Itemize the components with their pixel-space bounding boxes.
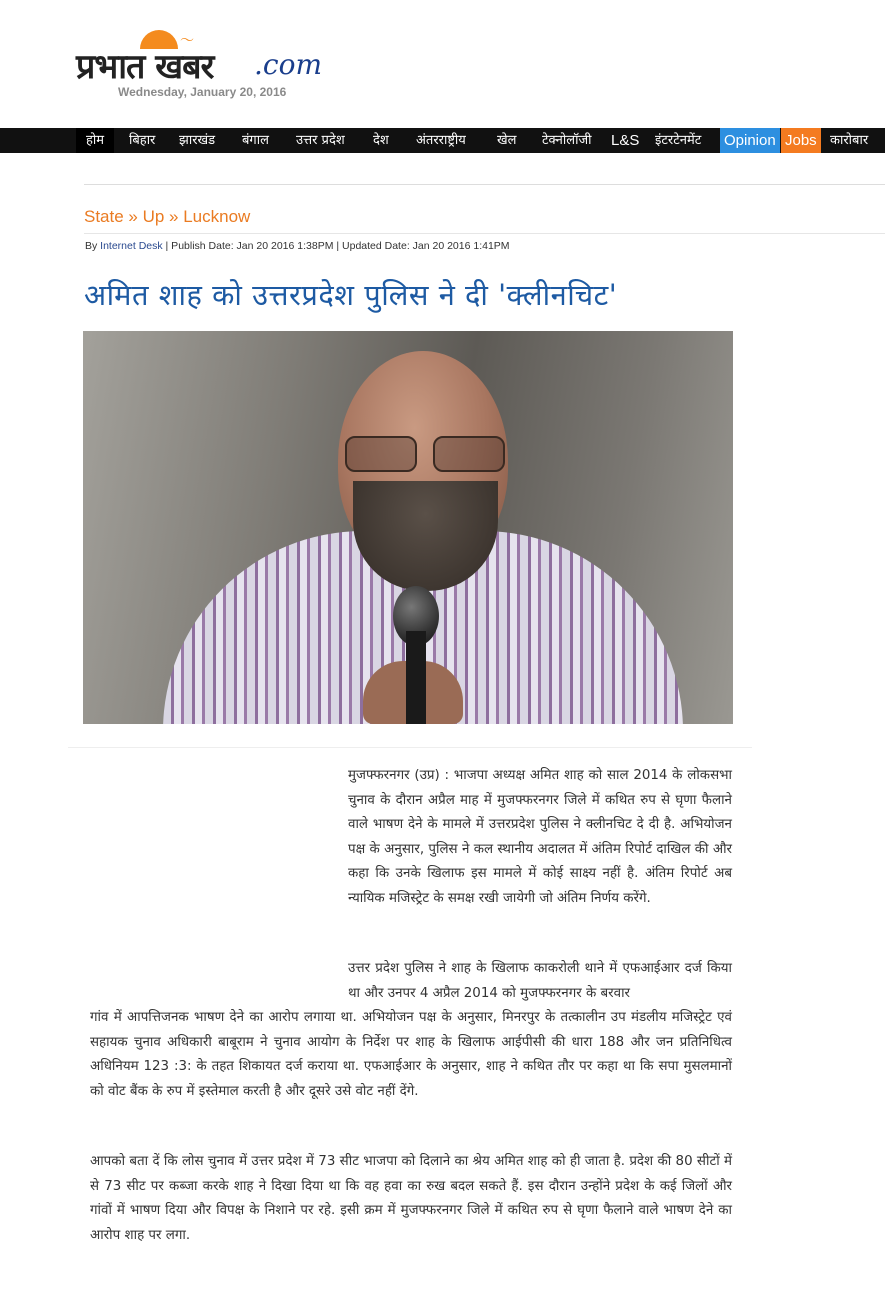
nav-ls[interactable]: L&S [611,132,640,149]
nav-bihar[interactable]: बिहार [129,133,156,148]
nav-opinion[interactable]: Opinion [720,128,780,153]
nav-home[interactable]: होम [76,128,114,153]
byline-author[interactable]: Internet Desk [100,240,163,252]
nav-technology[interactable]: टेक्नोलॉजी [542,133,592,148]
article-paragraph: गांव में आपत्तिजनक भाषण देने का आरोप लगाया था. अभियोजन पक्ष के अनुसार, मिनरपुर के तत्कालीन उप मंडलीय मजिस्ट्रेट एवं सहायक चुनाव अधिकारी बाबूराम ने चुनाव आयोग के निर्देश पर शाह के खिलाफ आईपीसी की धारा 188 और जन प्रतिनिधित्व अधिनियम 123 :3: के तहत शिकायत दर्ज कराया था. एफआईआर के अनुसार, शाह ने कथित तौर पर कहा था कि सपा मुसलमानों को वोट बैंक के रुप में इस्तेमाल करती है और दूसरे उसे वोट नहीं देंगे. [90,1010,732,1099]
nav-khel[interactable]: खेल [497,133,517,148]
breadcrumb[interactable]: State » Up » Lucknow [84,207,251,226]
article-byline [85,240,510,252]
nav-jharkhand[interactable]: झारखंड [179,133,216,148]
divider [84,233,885,234]
nav-entertainment[interactable]: इंटरटेनमेंट [655,133,702,148]
nav-karobar[interactable]: कारोबार [830,133,869,148]
nav-international[interactable]: अंतरराष्ट्रीय [416,133,466,148]
nav-jobs[interactable]: Jobs [781,128,821,153]
article-paragraph: उत्तर प्रदेश पुलिस ने शाह के खिलाफ काकरोली थाने में एफआईआर दर्ज किया था और उनपर 4 अप्रैल 2014 को मुजफ्फरनगर के बरवार [348,961,732,1001]
divider [68,747,752,748]
nav-bengal[interactable]: बंगाल [242,133,269,148]
main-nav [0,128,885,153]
article-photo [83,331,733,724]
article-paragraph: मुजफ्फरनगर (उप्र) : भाजपा अध्यक्ष अमित शाह को साल 2014 के लोकसभा चुनाव के दौरान अप्रैल माह में मुजफ्फरनगर जिले में कथित रुप से घृणा फैलाने वाले भाषण देने के मामले में उत्तरप्रदेश पुलिस ने क्लीनचिट दे दी है. अभियोजन पक्ष के अनुसार, पुलिस ने कल स्थानीय अदालत में अंतिम रिपोर्ट दाखिल की और कहा कि उनके खिलाफ इस मामले में कोई साक्ष्य नहीं है. अंतिम रिपोर्ट अब न्यायिक मजिस्ट्रेट के समक्ष रखी जायेगी जो अंतिम निर्णय करेंगे. [348,768,732,906]
article-headline: अमित शाह को उत्तरप्रदेश पुलिस ने दी 'क्लीनचिट' [84,278,618,312]
divider [84,184,885,185]
logo-domain: .com [254,48,322,81]
article-paragraph: आपको बता दें कि लोस चुनाव में उत्तर प्रदेश में 73 सीट भाजपा को दिलाने का श्रेय अमित शाह को ही जाता है. प्रदेश की 80 सीटों में से 73 सीट पर कब्जा करके शाह ने दिखा दिया था कि वह हवा का रुख बदल सकते हैं. इस दौरान उन्होंने प्रदेश के कई जिलों और गांवों में भाषण दिया और विपक्ष के निशाने पर रहे. इसी क्रम में मुजफ्फरनगर जिले में कथित रुप से घृणा फैलाने वाले भाषण देने का आरोप शाह पर लगा. [90,1154,732,1243]
byline-by: By [85,240,101,252]
bird-logo-icon: 〜 [180,32,194,48]
byline-dates: | Publish Date: Jan 20 2016 1:38PM | Updated Date: Jan 20 2016 1:41PM [162,240,510,252]
logo-text: प्रभात खबर [76,47,214,87]
nav-desh[interactable]: देश [373,133,389,148]
current-date: Wednesday, January 20, 2016 [118,85,287,99]
nav-up[interactable]: उत्तर प्रदेश [296,133,345,148]
